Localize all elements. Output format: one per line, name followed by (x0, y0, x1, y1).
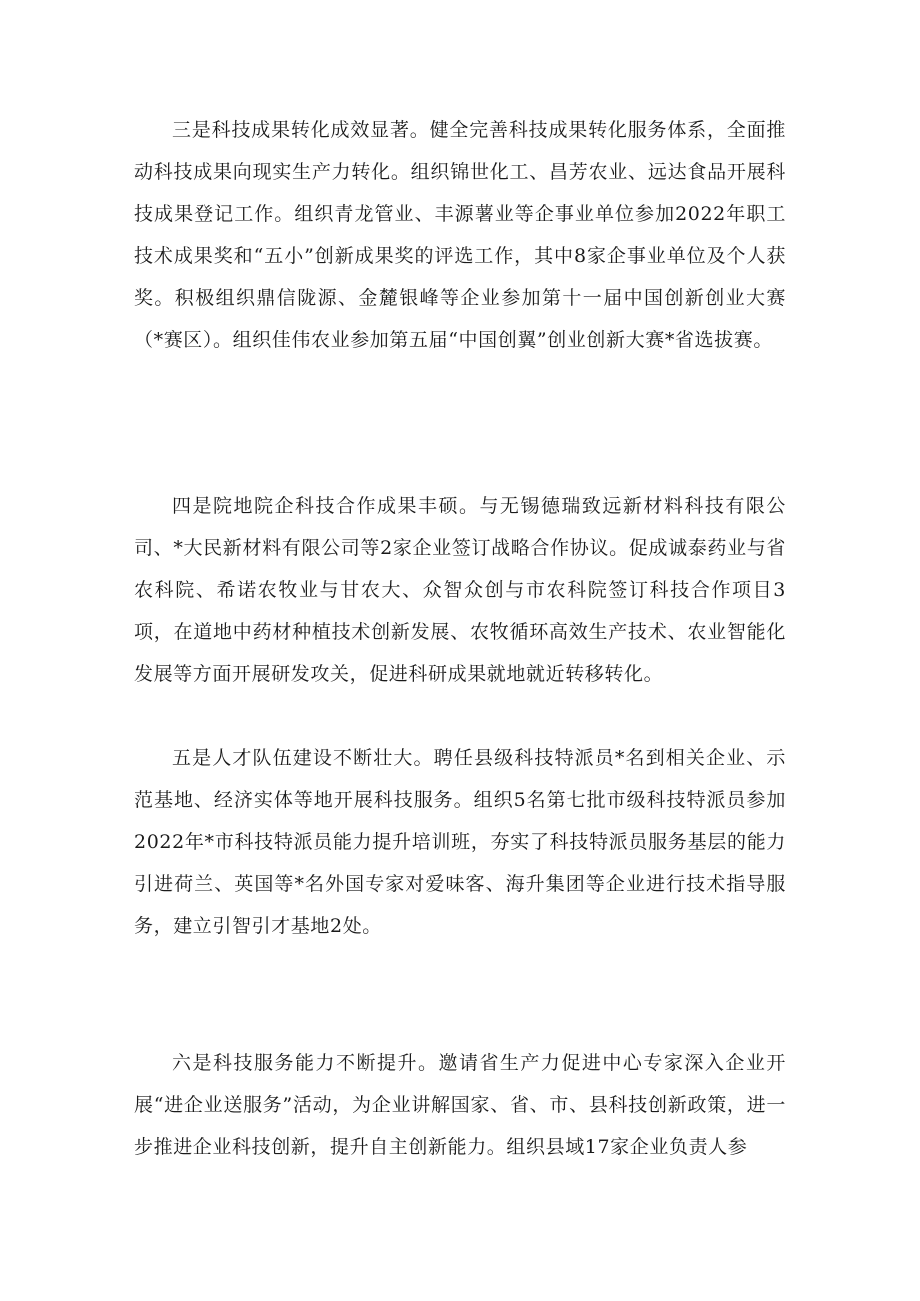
paragraph-tech-service: 六是科技服务能力不断提升。邀请省生产力促进中心专家深入企业开展“进企业送服务”活动，为企业讲解国家、省、市、县科技创新政策，进一步推进企业科技创新，提升自主创新能力。组织县域17家企业负责人参 (134, 1052, 786, 1158)
paragraph-tech-achievement-transfer: 三是科技成果转化成效显著。健全完善科技成果转化服务体系，全面推动科技成果向现实生产力转化。组织锦世化工、昌芳农业、远达食品开展科技成果登记工作。组织青龙管业、丰源薯业等企事业单位参加2022年职工技术成果奖和“五小”创新成果奖的评选工作，其中8家企事业单位及个人获奖。积极组织鼎信陇源、金麓银峰等企业参加第十一届中国创新创业大赛（*赛区）。组织佳伟农业参加第五届“中国创翼”创业创新大赛*省选拔赛。 (134, 119, 786, 351)
paragraph-talent-team: 五是人才队伍建设不断壮大。聘任县级科技特派员*名到相关企业、示范基地、经济实体等地开展科技服务。组织5名第七批市级科技特派员参加2022年*市科技特派员能力提升培训班，夯实了科技特派员服务基层的能力引进荷兰、英国等*名外国专家对爱味客、海升集团等企业进行技术指导服务，建立引智引才基地2处。 (134, 747, 786, 937)
paragraph-academy-cooperation: 四是院地院企科技合作成果丰硕。与无锡德瑞致远新材料科技有限公司、*大民新材料有限公司等2家企业签订战略合作协议。促成诚泰药业与省农科院、希诺农牧业与甘农大、众智众创与市农科院签订科技合作项目3项，在道地中药材种植技术创新发展、农牧循环高效生产技术、农业智能化发展等方面开展研发攻关，促进科研成果就地就近转移转化。 (134, 495, 786, 685)
